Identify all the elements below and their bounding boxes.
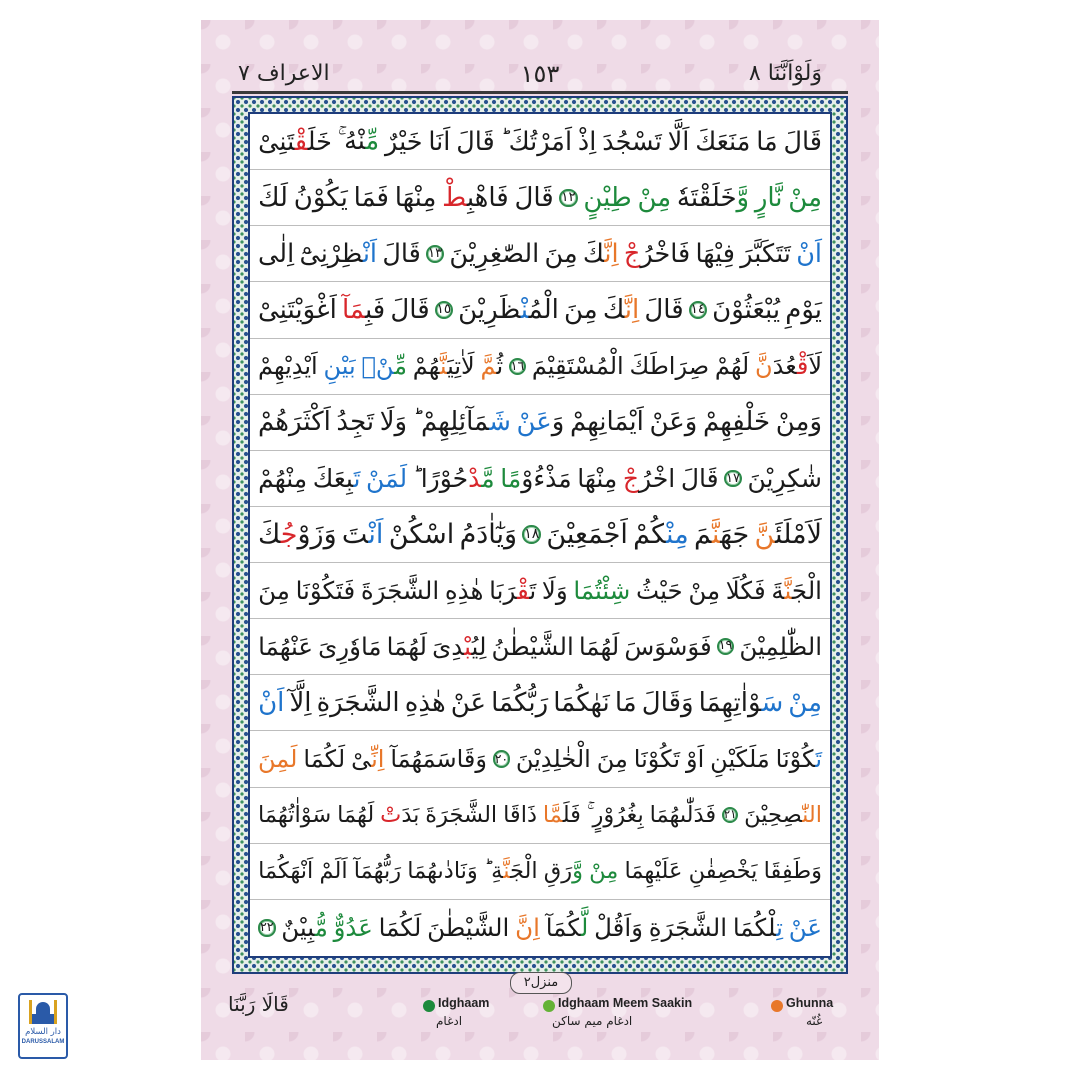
word: وَطَفِقَا (763, 858, 822, 885)
word-part: وَّ (736, 182, 750, 213)
word: اِلَّآ (289, 687, 312, 718)
page-number: ١٥٣ (520, 60, 560, 88)
word-part: اَنْ (368, 518, 384, 550)
ghunna-color-dot (771, 1000, 783, 1012)
word (413, 464, 495, 493)
word: وَقَالَ (641, 687, 694, 718)
word (342, 295, 385, 325)
word-part: مَ (693, 518, 712, 550)
word: الشَّيْطٰنَ (427, 913, 510, 943)
word (546, 913, 589, 942)
word-part: لْكُمَا (732, 913, 777, 943)
text-line (250, 451, 830, 507)
word: فَمَا (353, 182, 389, 213)
word-part: الْمُ (528, 294, 559, 325)
darussalam-logo (18, 993, 68, 1059)
ornamental-border (232, 96, 848, 974)
idghaam-color-dot (423, 1000, 435, 1012)
word: يُبْعَثُوْنَ (712, 294, 781, 325)
word: فَوَسْوَسَ (624, 632, 712, 662)
word: اَنْ (258, 687, 285, 718)
text-line (250, 507, 830, 563)
word: الشَّجَرَةَ (360, 576, 440, 606)
legend-idghaam-label-ar: ادغام (436, 1014, 463, 1028)
word-part: تَ (815, 745, 822, 774)
word: اِنَّ (515, 913, 540, 943)
word-part: شَ (489, 407, 511, 438)
word (338, 126, 379, 157)
word-part: طْ (442, 182, 467, 213)
word (776, 745, 822, 773)
word: مِنْهَا (394, 182, 437, 213)
word: اِذْ (577, 126, 597, 157)
word: الصّٰغِرِيْنَ (449, 238, 540, 269)
word: لَهُمْ (714, 352, 750, 381)
ayah-number-marker: ٢٠ (494, 750, 509, 766)
word: رَبُّكُمَا (491, 687, 549, 718)
word-part: نْ (520, 294, 529, 325)
word (442, 183, 509, 213)
word-part: تِ (776, 913, 783, 943)
word: اَكْثَرَهُمْ (258, 407, 331, 438)
word: فِيْهَا (695, 238, 735, 269)
word-part: جُ (280, 518, 298, 550)
word: مِنَ (544, 238, 578, 269)
word (516, 407, 564, 437)
word: قَالَ (680, 463, 719, 493)
word-part: رَقِ (543, 858, 573, 885)
word-part: كُمَآ (545, 913, 581, 943)
word-part: وَّ (572, 858, 583, 885)
word: الشَّجَرَةِ (316, 687, 400, 718)
word-part: كُمْ (633, 518, 667, 550)
word-part: مَّا (542, 802, 563, 829)
ayah-number-marker: ١٩ (717, 638, 734, 655)
word: مَنَعَكَ (695, 126, 751, 157)
word-part: مُّ (314, 913, 328, 943)
text-line (250, 900, 830, 956)
catchword: قَالَا رَبَّنَا (228, 992, 289, 1016)
word: اَمَرْتُكَ ؕ (500, 126, 573, 157)
word-part: دِىَ (432, 632, 465, 662)
word: اِلٰى (258, 238, 295, 269)
word-part: رَبَا (489, 576, 517, 606)
word: بَيْنِ (323, 352, 356, 381)
word: اَنْهَكُمَا (258, 858, 314, 885)
word: يَوْمِ (785, 294, 822, 325)
word-part: نَّ (503, 858, 510, 885)
word: مَاوٗرِىَ (318, 632, 382, 662)
word-part: لَاٰتِيَ (447, 352, 475, 381)
word-part: عَنْ (516, 407, 552, 438)
word-part: بِعَكَ (312, 463, 354, 493)
word-part: لِيُ (471, 632, 487, 662)
word-part: اِنَّ (604, 238, 619, 269)
word: الْخٰلِدِيْنَ (515, 745, 591, 774)
word (694, 519, 749, 550)
word: قَالَ (514, 182, 554, 213)
word-part: بَدَ (401, 802, 420, 829)
word-part: الْجَ (509, 858, 538, 885)
word: يَخْصِفٰنِ (688, 858, 758, 885)
word: قَالَ (783, 126, 822, 157)
word-part: تَ (341, 518, 369, 550)
word (733, 913, 783, 942)
word-part: وَ (551, 407, 565, 438)
word-part: اِنَّ (624, 294, 640, 325)
word: عَنْ (788, 913, 822, 943)
word-part: مِّ (365, 126, 380, 157)
word: خَلْفِهِمْ (702, 407, 771, 438)
word: تَتَكَبَّرَ (740, 238, 791, 269)
word-part: الْجَ (791, 576, 822, 606)
text-line (250, 282, 830, 338)
word-part: مَآ (342, 294, 365, 325)
word (480, 352, 503, 380)
word-part: خَلَ (307, 126, 332, 157)
word-part: قْ (294, 126, 308, 157)
word-part: مًا (500, 463, 522, 493)
word: هٰذِهِ (444, 576, 484, 606)
word: مِنْ (788, 687, 822, 718)
word (500, 464, 571, 493)
word-part: لَاَمْلَئَ (775, 518, 822, 550)
word (299, 239, 377, 269)
word: اَلَمْ (319, 858, 348, 885)
word-part: نَّ (439, 352, 448, 381)
word: عَنْهُمَا (258, 632, 314, 662)
idghaam-meem-saakin-color-dot (543, 1000, 555, 1012)
word (281, 913, 328, 942)
word: صِرَاطَكَ (629, 352, 710, 381)
ayah-number-marker: ١٥ (436, 301, 452, 318)
word (458, 295, 559, 325)
word: مِنَ (563, 294, 598, 325)
word: فَتَكُوْنَا (295, 576, 356, 606)
word: شِئْتُمَا (573, 576, 631, 606)
word: اَوْ (686, 745, 705, 774)
word (489, 576, 536, 605)
word: لَكُمَا (378, 913, 422, 943)
word: الشَّجَرَةِ (648, 913, 728, 943)
word-part: كَ (582, 238, 605, 269)
word: لَكَ (258, 182, 288, 213)
publisher-name-ar: دار السلام (25, 1027, 61, 1037)
word-part: مَآئِلِهِمْ ؕ (412, 407, 490, 438)
word: وَقَاسَمَهُمَآ (390, 745, 487, 774)
word: مِنْ (589, 858, 619, 885)
word: لَهُمَا (578, 632, 620, 662)
word (603, 295, 639, 325)
word: لَمِنَ (258, 745, 298, 774)
word-part: جْ (623, 238, 641, 269)
word-part: مَذْءُوْ (521, 463, 572, 493)
word: عَلَيْهِمَا (624, 858, 683, 885)
word-part: فَاهْبِ (466, 182, 509, 213)
word-part: نَّ (784, 576, 792, 606)
word-part: كُوْنَا (775, 745, 816, 774)
ayah-number-marker: ١٢ (561, 188, 576, 205)
word-part: كَ (602, 294, 625, 325)
surah-name-header: الاعراف ٧ (238, 61, 330, 86)
word-part: اِنِّ (371, 745, 385, 774)
manzil-cartouche: منزل٢ (510, 972, 572, 994)
word (351, 745, 384, 773)
word: اَيْمَانِهِمْ (569, 407, 644, 438)
word-part: خَلَقْتَهٗ (676, 182, 737, 213)
word (258, 127, 332, 157)
word: وَعَنْ (649, 407, 698, 438)
word-part: اَنْ (362, 238, 377, 269)
word: رَبُّهُمَآ (353, 858, 402, 885)
word-part: وْاٰتِهِمَا (698, 687, 762, 718)
word-part: تَ (529, 576, 537, 606)
word-part: سَ (761, 687, 784, 718)
word: نَّارٍ (754, 182, 783, 213)
word-part: تَ (353, 463, 361, 493)
word-part: هُمْ (412, 352, 440, 381)
word-part: كَ (258, 518, 281, 550)
word: شٰكِرِيْنَ (747, 463, 822, 493)
text-line (250, 563, 830, 619)
word: وَمِنْ (775, 407, 822, 438)
word-part: ةِ ؕ (483, 858, 504, 885)
word (413, 407, 511, 437)
word-part: فَاخْرُ (640, 238, 691, 269)
word-part: لَاَ (808, 352, 822, 381)
ayah-number-marker: ١٨ (524, 526, 540, 543)
word (342, 519, 384, 550)
word: اَلَّا (667, 126, 690, 157)
word: وَاَقُلْ (594, 913, 643, 943)
word-part: نْهُ ۚ (337, 126, 366, 157)
word (380, 802, 419, 828)
word-part: قْ (516, 576, 530, 606)
word-part: نَّ (711, 518, 721, 550)
word (771, 576, 822, 605)
word: اَنْ (796, 238, 822, 269)
word (432, 632, 486, 661)
word: اَيْدِيْهِمْ (258, 352, 318, 381)
word: اسْكُنْ (388, 518, 455, 550)
word (258, 519, 337, 550)
word: عَدُوٌّ (333, 913, 373, 943)
word (754, 519, 822, 550)
word-part: مِّ (394, 352, 408, 381)
legend-idghaam-meem-saakin-label-ar: ادغام میم ساکن (552, 1014, 633, 1028)
word: لَهُمَا (337, 802, 375, 829)
word: مِنْ (637, 182, 672, 213)
word-part: ظِرْنِىْٓ (299, 238, 363, 269)
word (543, 802, 581, 828)
text-line (250, 170, 830, 226)
word-part: دْ (468, 463, 482, 493)
word: مِنْهَا (577, 463, 618, 493)
quran-text-area (248, 112, 832, 958)
word-part: نَّ (755, 352, 773, 381)
word: مَلَكَيْنِ (710, 745, 770, 774)
word: وَلَا (379, 407, 408, 438)
word: طِيْنٍ (583, 182, 632, 213)
word-part: حُوْرًا ؕ (412, 463, 469, 493)
word (484, 858, 538, 884)
word (624, 239, 690, 269)
word-part: قْ (796, 352, 809, 381)
word-part: بِيْنٌ (281, 913, 315, 943)
word-part: مَّ (480, 352, 497, 381)
word: الْمُسْتَقِيْمَ (531, 352, 624, 381)
word: الظّٰلِمِيْنَ (739, 632, 822, 662)
word: الشَّيْطٰنُ (491, 632, 574, 662)
word (633, 519, 689, 550)
juz-name-header: وَلَوْاَنَّنَا ٨ (748, 61, 822, 86)
legend-ghunna-label: Ghunna (786, 996, 834, 1010)
word-part: تْ (380, 802, 402, 829)
word-part: وَزَوْ (297, 518, 337, 550)
text-line (250, 339, 830, 395)
word-part: ظَرِيْنَ (458, 294, 521, 325)
word (544, 858, 583, 884)
word-part: جْ (622, 463, 640, 493)
word-part: تَنِىْ (258, 126, 295, 157)
word: قَالَ (382, 238, 421, 269)
word-part: ىْ (351, 745, 372, 774)
word: تَجِدُ (336, 407, 375, 438)
word-part: ةَ (771, 576, 785, 606)
word: هٰذِهِ (404, 687, 446, 718)
word: عَنْ (450, 687, 487, 718)
word-part: النّٰ (802, 802, 822, 829)
word (361, 352, 407, 380)
word-part: فَلَ (562, 802, 581, 829)
text-line (250, 675, 830, 731)
word (677, 183, 749, 213)
ayah-number-marker: ١٦ (510, 357, 525, 373)
word: قَالَ (456, 126, 495, 157)
word: يَكُوْنُ (293, 182, 348, 213)
word: مِنَ (596, 745, 628, 774)
word: فَدَلّٰىهُمَا (649, 802, 717, 829)
word: وَلَا (541, 576, 568, 606)
ayah-number-marker: ١٧ (726, 470, 740, 486)
legend-idghaam-meem-saakin-label: Idghaam Meem Saakin (558, 996, 693, 1010)
word (583, 239, 619, 269)
ayah-number-marker: ٢١ (723, 807, 737, 822)
word: وَنَادٰىهُمَا (407, 858, 478, 885)
word: لَكُمَا (303, 745, 346, 774)
word: تَسْجُدَ (602, 126, 662, 157)
text-line (250, 619, 830, 675)
word (413, 352, 475, 380)
word: خَيْرٌ (385, 126, 423, 157)
word (623, 464, 675, 493)
word-part: مِنْ (666, 518, 689, 550)
word (744, 802, 822, 828)
word: سَوْاٰتُهُمَا (258, 802, 332, 829)
word: بِغُرُوْرٍ ۚ (586, 802, 644, 829)
word (755, 352, 822, 380)
word: نَهٰكُمَا (553, 687, 610, 718)
word: مِنْهُمْ (258, 463, 308, 493)
word: حَيْثُ (636, 576, 683, 606)
word: ذَاقَا (503, 802, 537, 829)
word-part: عُدَ (772, 352, 797, 381)
word: اَغْوَيْتَنِىْ (258, 294, 337, 325)
word (699, 688, 784, 718)
text-line (250, 788, 830, 844)
word: تَكُوْنَا (633, 745, 681, 774)
word-part: مَّ (481, 463, 495, 493)
word: اَجْمَعِيْنَ (546, 518, 628, 550)
word-part: فَبِ (364, 294, 386, 325)
word-part: جَهَ (720, 518, 750, 550)
legend-idghaam-label: Idghaam (438, 996, 490, 1010)
text-line (250, 395, 830, 451)
word: لَهُمَا (386, 632, 428, 662)
word: فَكُلَا (725, 576, 766, 606)
word: وَيٰٓاٰدَمُ (459, 518, 518, 550)
word: مِنْ (688, 576, 721, 606)
word: اَنَا (428, 126, 451, 157)
word (313, 464, 361, 493)
header-rule (232, 91, 848, 94)
ayah-number-marker: ١٣ (427, 246, 443, 262)
word-part: نْۢ (361, 352, 395, 381)
word: مَا (614, 687, 637, 718)
word-part: لَّ (580, 913, 589, 943)
text-line (250, 226, 830, 282)
word: قَالَ (390, 294, 430, 325)
text-line (250, 844, 830, 900)
word-part: ثُ (496, 352, 504, 381)
text-line (250, 114, 830, 170)
word: مِنَ (258, 576, 290, 606)
publisher-name-en: DARUSSALAM (21, 1039, 65, 1045)
word: قَالَ (644, 294, 684, 325)
word-part: صِحِيْنَ (744, 802, 803, 829)
word: مِنْ (788, 182, 822, 213)
ayah-number-marker: ١٤ (690, 301, 706, 318)
word-part: نَّ (754, 518, 776, 550)
ayah-number-marker: ٢٢ (258, 919, 275, 936)
mosque-icon (28, 998, 58, 1026)
word: لَمَنْ (366, 463, 408, 493)
word: مَا (756, 126, 778, 157)
text-line (250, 731, 830, 787)
word: الشَّجَرَةَ (425, 802, 498, 829)
word-part: بْ (464, 632, 472, 662)
word-part: اخْرُ (639, 463, 676, 493)
legend-ghunna-label-ar: غُنّه (806, 1014, 823, 1028)
